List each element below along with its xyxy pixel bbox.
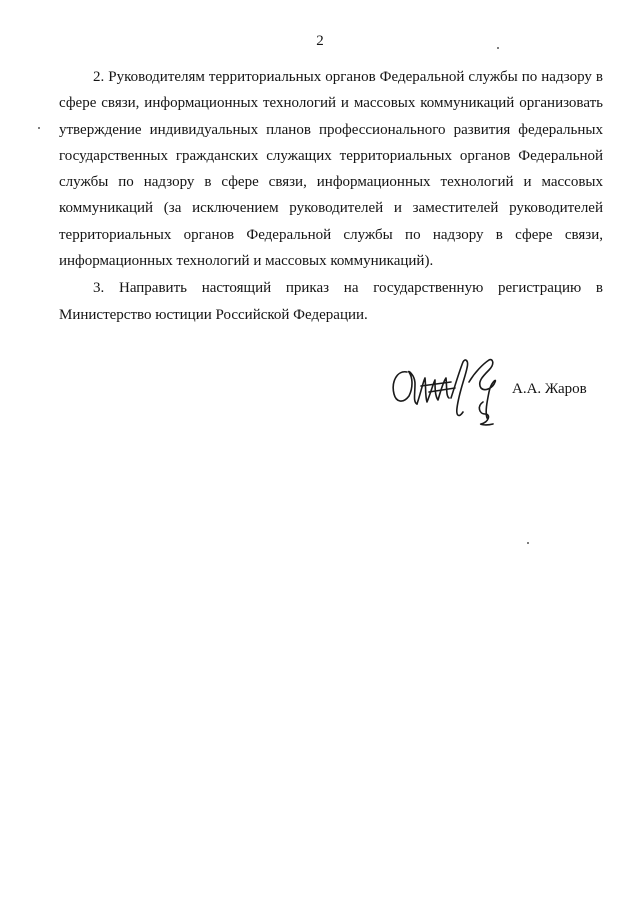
paragraph-2: 2. Руководителям территориальных органов Федеральной службы по надзору в сфере связи, информационных технологий и массовых коммуникаций организовать утверждение индивидуальных планов профессионального развития федеральных государственных гражданских служащих территориальных органов Федеральной службы по надзору в сфере связи, информационных технологий и массовых коммуникаций (за исключением руководителей и заместителей руководителей территориальных органов Федеральной службы по надзору в сфере связи, информационных технологий и массовых коммуникаций). <box>59 69 603 270</box>
scan-speck <box>38 127 40 129</box>
paragraph-3: 3. Направить настоящий приказ на государственную регистрацию в Министерство юстиции Российской Федерации. <box>59 280 603 323</box>
handwritten-signature <box>385 352 510 432</box>
signer-name: А.А. Жаров <box>512 381 587 397</box>
page-number: 2 <box>316 33 324 49</box>
scan-speck <box>497 47 499 49</box>
document-body <box>59 64 603 329</box>
signature-block <box>385 352 615 432</box>
scan-speck <box>527 542 529 544</box>
